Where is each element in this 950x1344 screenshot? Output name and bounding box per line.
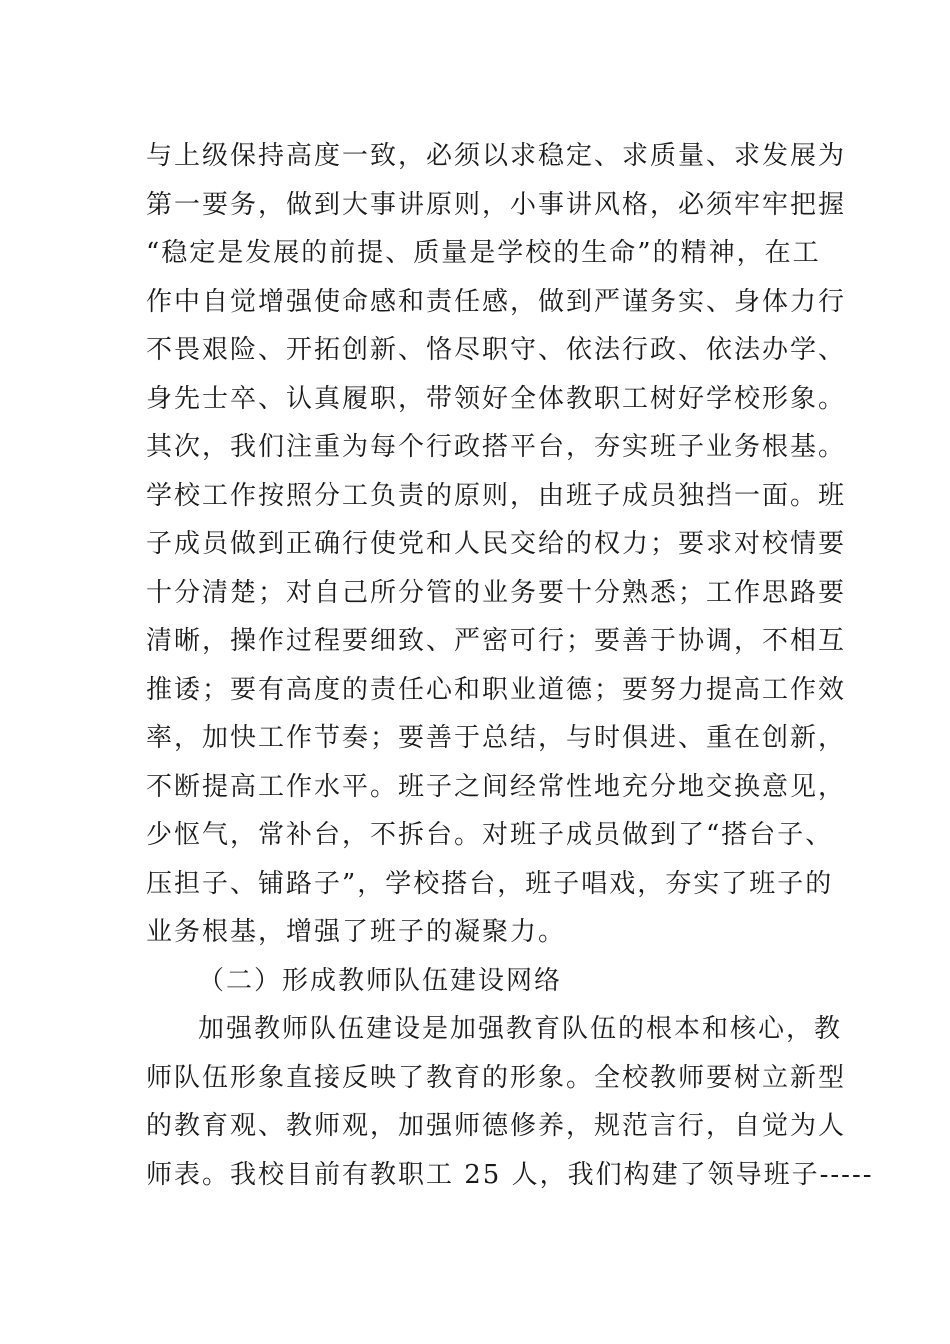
document-body: [146, 132, 874, 1199]
text-line: 压担子、铺路子”，学校搭台，班子唱戏，夯实了班子的: [146, 868, 834, 899]
text-line: 师队伍形象直接反映了教育的形象。全校教师要树立新型: [146, 1062, 847, 1093]
text-line: 子成员做到正确行使党和人民交给的权力；要求对校情要: [146, 529, 847, 559]
section-heading: （二）形成教师队伍建设网络: [198, 965, 563, 996]
text-line: 加强教师队伍建设是加强教育队伍的根本和核心，教: [198, 1014, 843, 1044]
text-line: 作中自觉增强使命感和责任感，做到严谨务实、身体力行: [146, 286, 847, 317]
text-line: 业务根基，增强了班子的凝聚力。: [146, 917, 567, 947]
text-line: 率，加快工作节奏；要善于总结，与时俱进、重在创新，: [146, 723, 847, 753]
text-line: 十分清楚；对自己所分管的业务要十分熟悉；工作思路要: [146, 577, 847, 608]
text-line: 不断提高工作水平。班子之间经常性地充分地交换意见，: [146, 771, 847, 802]
text-line: 第一要务，做到大事讲原则，小事讲风格，必须牢牢把握: [146, 189, 847, 220]
text-line: 师表。我校目前有教职工 25 人，我们构建了领导班子-----: [146, 1159, 874, 1190]
text-line: 其次，我们注重为每个行政搭平台，夯实班子业务根基。: [146, 432, 847, 462]
text-line: 推诿；要有高度的责任心和职业道德；要努力提高工作效: [146, 674, 847, 705]
text-line: 学校工作按照分工负责的原则，由班子成员独挡一面。班: [146, 480, 847, 511]
text-line: 身先士卒、认真履职，带领好全体教职工树好学校形象。: [146, 383, 847, 414]
text-line: “稳定是发展的前提、质量是学校的生命”的精神，在工: [146, 238, 821, 268]
text-line: 的教育观、教师观，加强师德修养，规范言行，自觉为人: [146, 1111, 847, 1141]
text-line: 清晰，操作过程要细致、严密可行；要善于协调，不相互: [146, 626, 847, 656]
text-line: 与上级保持高度一致，必须以求稳定、求质量、求发展为: [146, 141, 847, 171]
text-line: 少怄气，常补台，不拆台。对班子成员做到了“搭台子、: [146, 820, 834, 850]
text-line: 不畏艰险、开拓创新、恪尽职守、依法行政、依法办学、: [146, 335, 847, 365]
